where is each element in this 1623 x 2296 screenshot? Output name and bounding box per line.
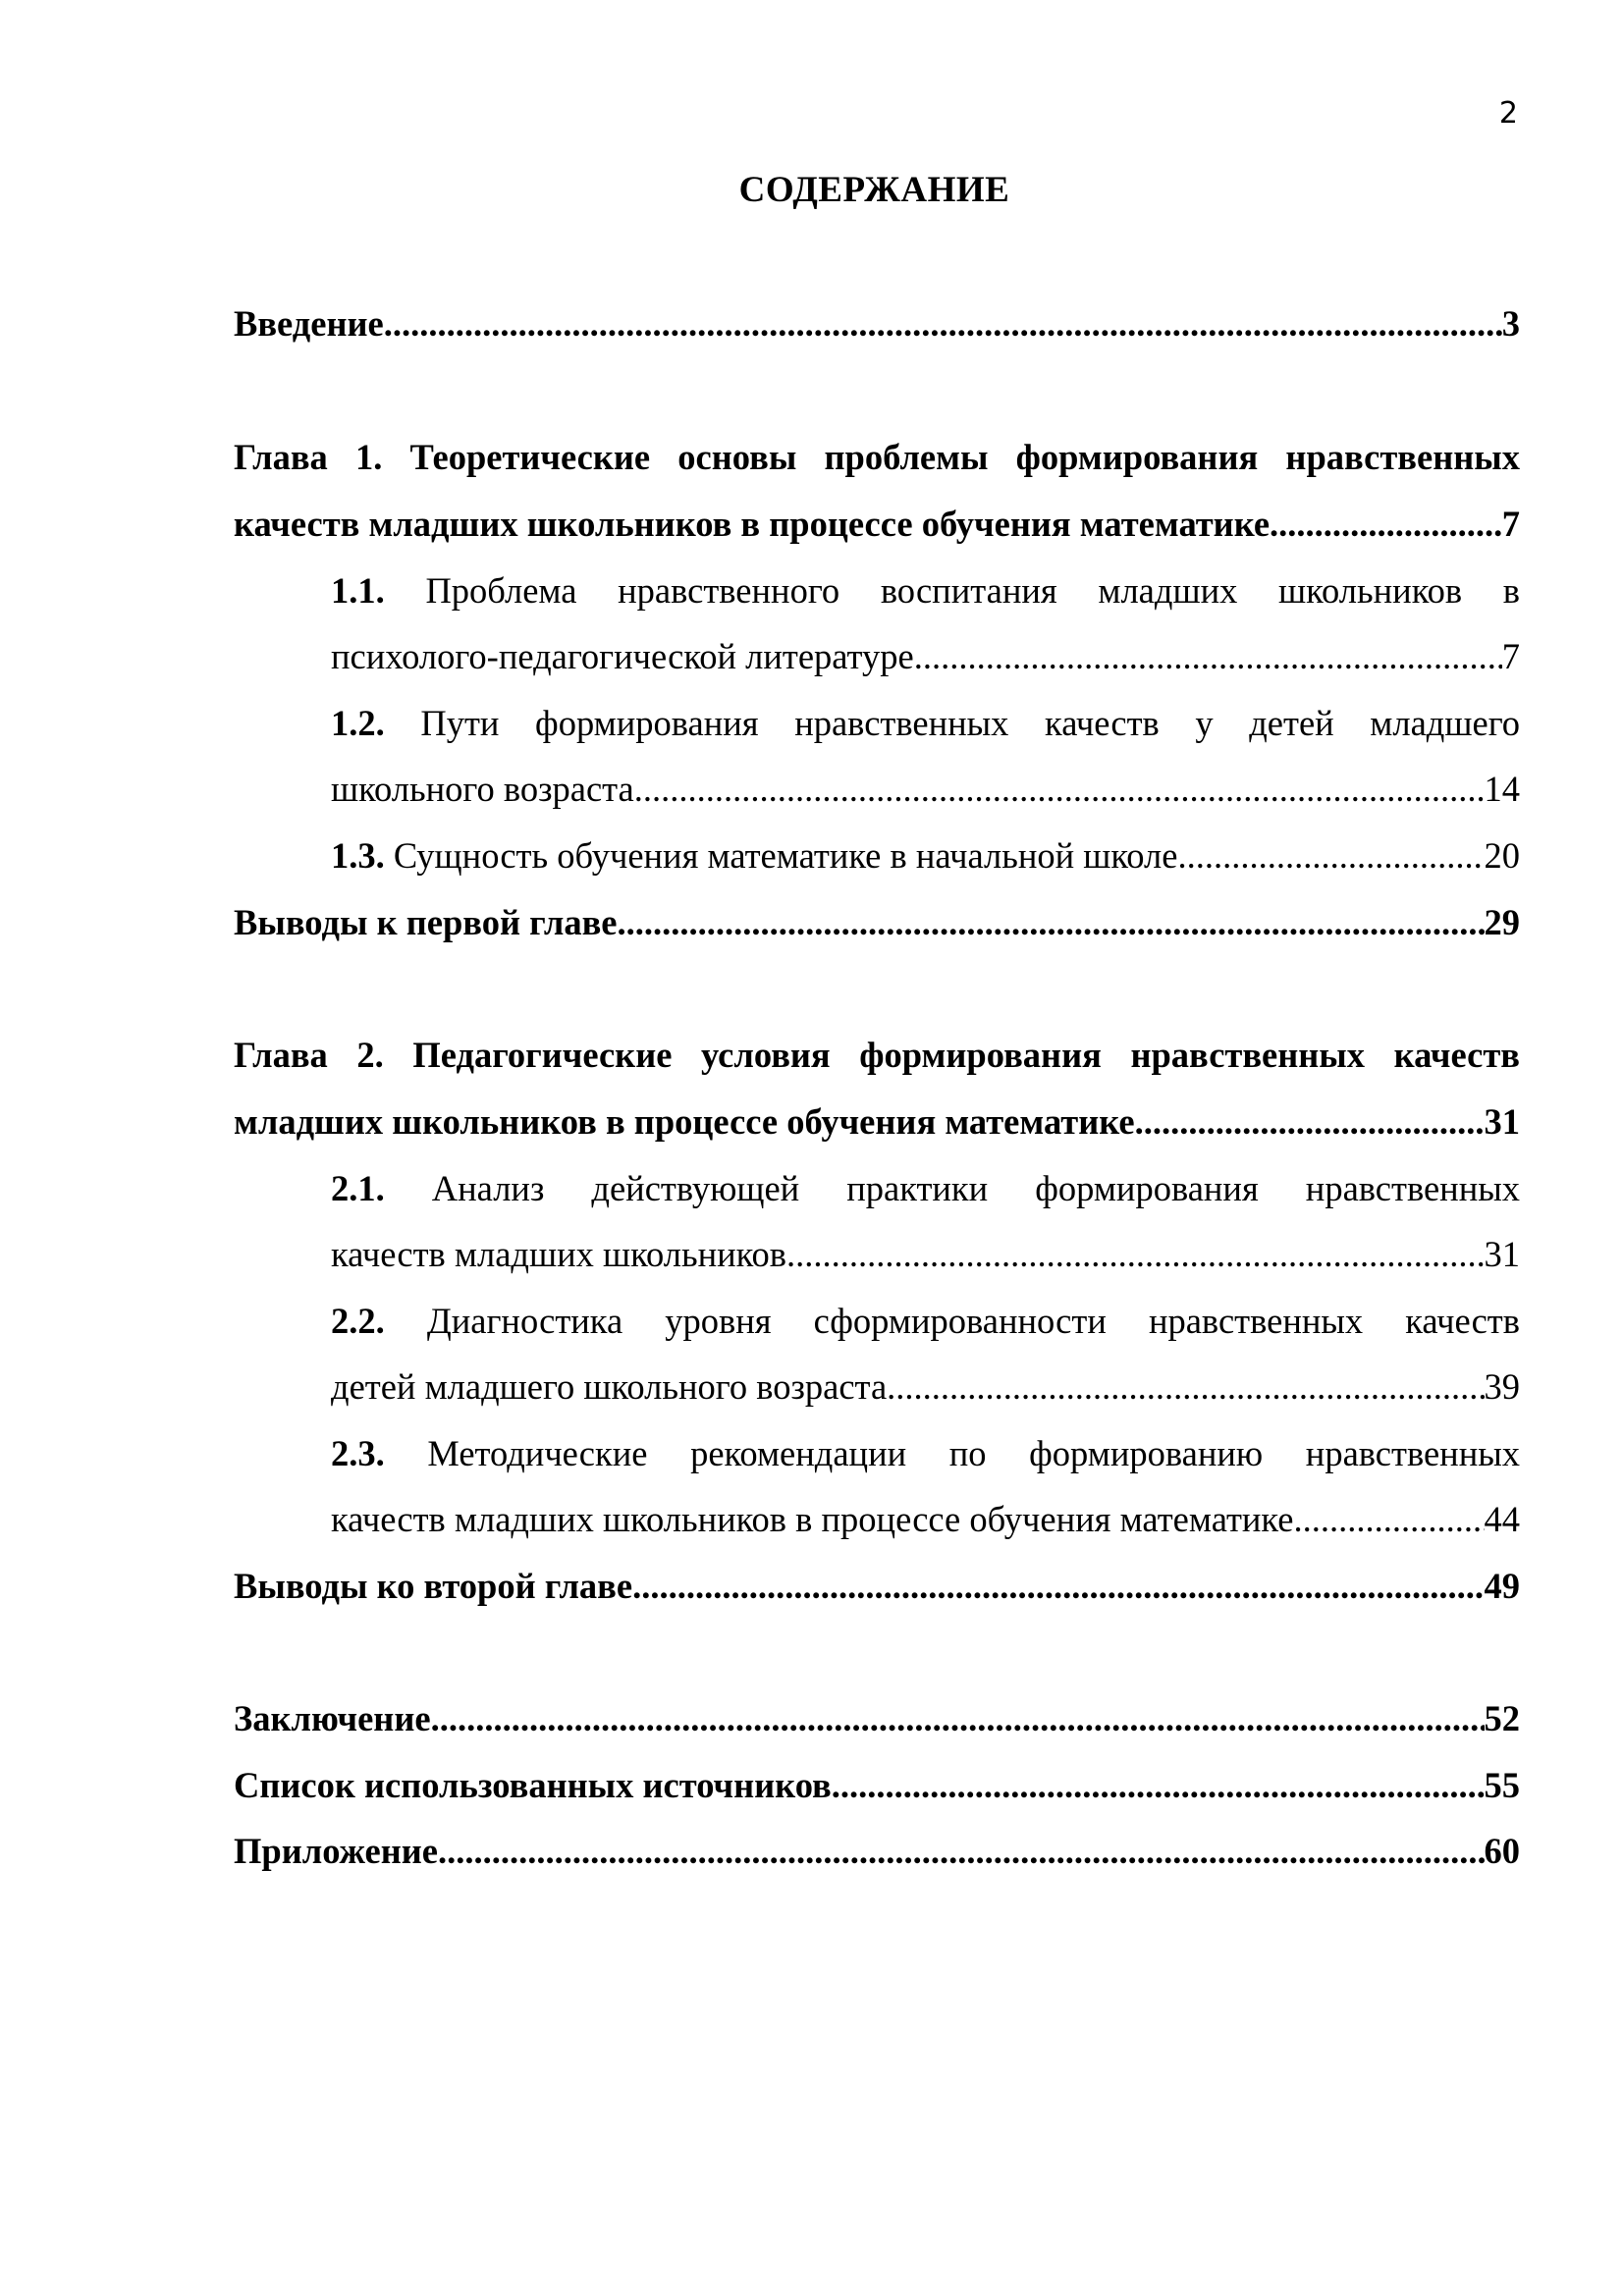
toc-entry-chapter-2-line-1[interactable]: [234, 1034, 1520, 1077]
toc-entry-page: 52: [1484, 1698, 1520, 1738]
toc-entry-label: Глава 2. Педагогические условия формирования нравственных качеств: [234, 1035, 1520, 1075]
toc-entry-page: 31: [1484, 1101, 1520, 1142]
toc-entry-page: 31: [1484, 1234, 1520, 1274]
toc-entry-label: Проблема нравственного воспитания младших школьников в: [425, 570, 1521, 611]
dot-leader: [618, 901, 1485, 944]
page-title: СОДЕРЖАНИЕ: [738, 170, 1010, 210]
toc-entry-chapter-2-line-2[interactable]: [234, 1100, 1520, 1144]
page-number: 2: [1498, 96, 1518, 131]
toc-entry-section-2-3-line-2[interactable]: [331, 1498, 1520, 1541]
toc-entry-section-2-1-line-1[interactable]: [331, 1167, 1520, 1210]
toc-entry-page: 39: [1484, 1366, 1520, 1407]
toc-entry-label: Список использованных источников: [234, 1765, 832, 1805]
dot-leader: [786, 1233, 1484, 1276]
toc-entry-label: Анализ действующей практики формирования нравственных: [431, 1168, 1520, 1208]
toc-entry-label: качеств младших школьников в процессе обучения математике: [331, 1499, 1294, 1539]
toc-entry-page: 60: [1484, 1831, 1520, 1871]
toc-entry-section-1-3[interactable]: [331, 834, 1520, 878]
toc-entry-page: 29: [1484, 902, 1520, 942]
toc-entry-label: детей младшего школьного возраста: [331, 1366, 888, 1407]
dot-leader: [914, 635, 1502, 678]
section-number: 2.3.: [331, 1433, 385, 1473]
dot-leader: [384, 302, 1502, 346]
toc-entry-label: школьного возраста: [331, 769, 634, 809]
toc-entry-label: психолого-педагогической литературе: [331, 636, 914, 676]
dot-leader: [1135, 1100, 1485, 1144]
toc-entry-conclusion[interactable]: [234, 1697, 1520, 1740]
section-number: 1.2.: [331, 703, 385, 743]
toc-entry-section-1-1-line-2[interactable]: [331, 635, 1520, 678]
dot-leader: [1293, 1498, 1484, 1541]
toc-entry-label: Выводы к первой главе: [234, 902, 618, 942]
toc-entry-page: 20: [1484, 835, 1520, 876]
section-number: 1.1.: [331, 570, 385, 611]
toc-entry-introduction[interactable]: [234, 302, 1520, 346]
toc-entry-label: Методические рекомендации по формированию нравственных: [427, 1433, 1521, 1473]
toc-entry-label: Заключение: [234, 1698, 431, 1738]
toc-entry-label: качеств младших школьников в процессе обучения математике: [234, 504, 1271, 544]
toc-entry-appendix[interactable]: [234, 1830, 1520, 1873]
toc-entry-section-2-3-line-1[interactable]: [331, 1432, 1520, 1475]
toc-entry-chapter-1-line-1[interactable]: [234, 436, 1520, 479]
dot-leader: [887, 1365, 1484, 1409]
section-number: 2.2.: [331, 1301, 385, 1341]
toc-entry-page: 44: [1484, 1499, 1520, 1539]
toc-entry-page: 7: [1501, 504, 1520, 544]
dot-leader: [632, 1565, 1484, 1608]
toc-entry-label: Диагностика уровня сформированности нравственных качеств: [426, 1301, 1520, 1341]
dot-leader: [832, 1764, 1485, 1807]
toc-entry-chapter-1-conclusions[interactable]: [234, 901, 1520, 944]
toc-entry-page: 49: [1484, 1566, 1520, 1606]
dot-leader: [634, 768, 1485, 811]
toc-entry-chapter-1-line-2[interactable]: [234, 503, 1520, 546]
toc-entry-label: Введение: [234, 303, 384, 344]
dot-leader: [431, 1697, 1485, 1740]
toc-entry-chapter-2-conclusions[interactable]: [234, 1565, 1520, 1608]
toc-entry-page: 3: [1501, 303, 1520, 344]
toc-entry-section-2-2-line-1[interactable]: [331, 1300, 1520, 1343]
toc-entry-section-1-1-line-1[interactable]: [331, 569, 1520, 613]
toc-entry-section-1-2-line-2[interactable]: [331, 768, 1520, 811]
toc-entry-label-wrap: [331, 834, 1177, 878]
dot-leader: [438, 1830, 1485, 1873]
toc-entry-page: 14: [1484, 769, 1520, 809]
toc-entry-label: Сущность обучения математике в начальной школе: [393, 835, 1178, 876]
toc-entry-page: 7: [1501, 636, 1520, 676]
toc-entry-label: Пути формирования нравственных качеств у детей младшего: [420, 703, 1520, 743]
toc-entry-label: младших школьников в процессе обучения математике: [234, 1101, 1135, 1142]
toc-entry-label: Приложение: [234, 1831, 438, 1871]
toc-entry-section-1-2-line-1[interactable]: [331, 702, 1520, 745]
toc-entry-references[interactable]: [234, 1764, 1520, 1807]
section-number: 2.1.: [331, 1168, 385, 1208]
toc-entry-page: 55: [1484, 1765, 1520, 1805]
section-number: 1.3.: [331, 835, 385, 876]
toc-entry-label: Выводы ко второй главе: [234, 1566, 633, 1606]
toc-entry-label: Глава 1. Теоретические основы проблемы формирования нравственных: [234, 437, 1520, 477]
dot-leader: [1177, 834, 1484, 878]
toc-entry-label: качеств младших школьников: [331, 1234, 787, 1274]
dot-leader: [1270, 503, 1502, 546]
toc-entry-section-2-2-line-2[interactable]: [331, 1365, 1520, 1409]
toc-entry-section-2-1-line-2[interactable]: [331, 1233, 1520, 1276]
